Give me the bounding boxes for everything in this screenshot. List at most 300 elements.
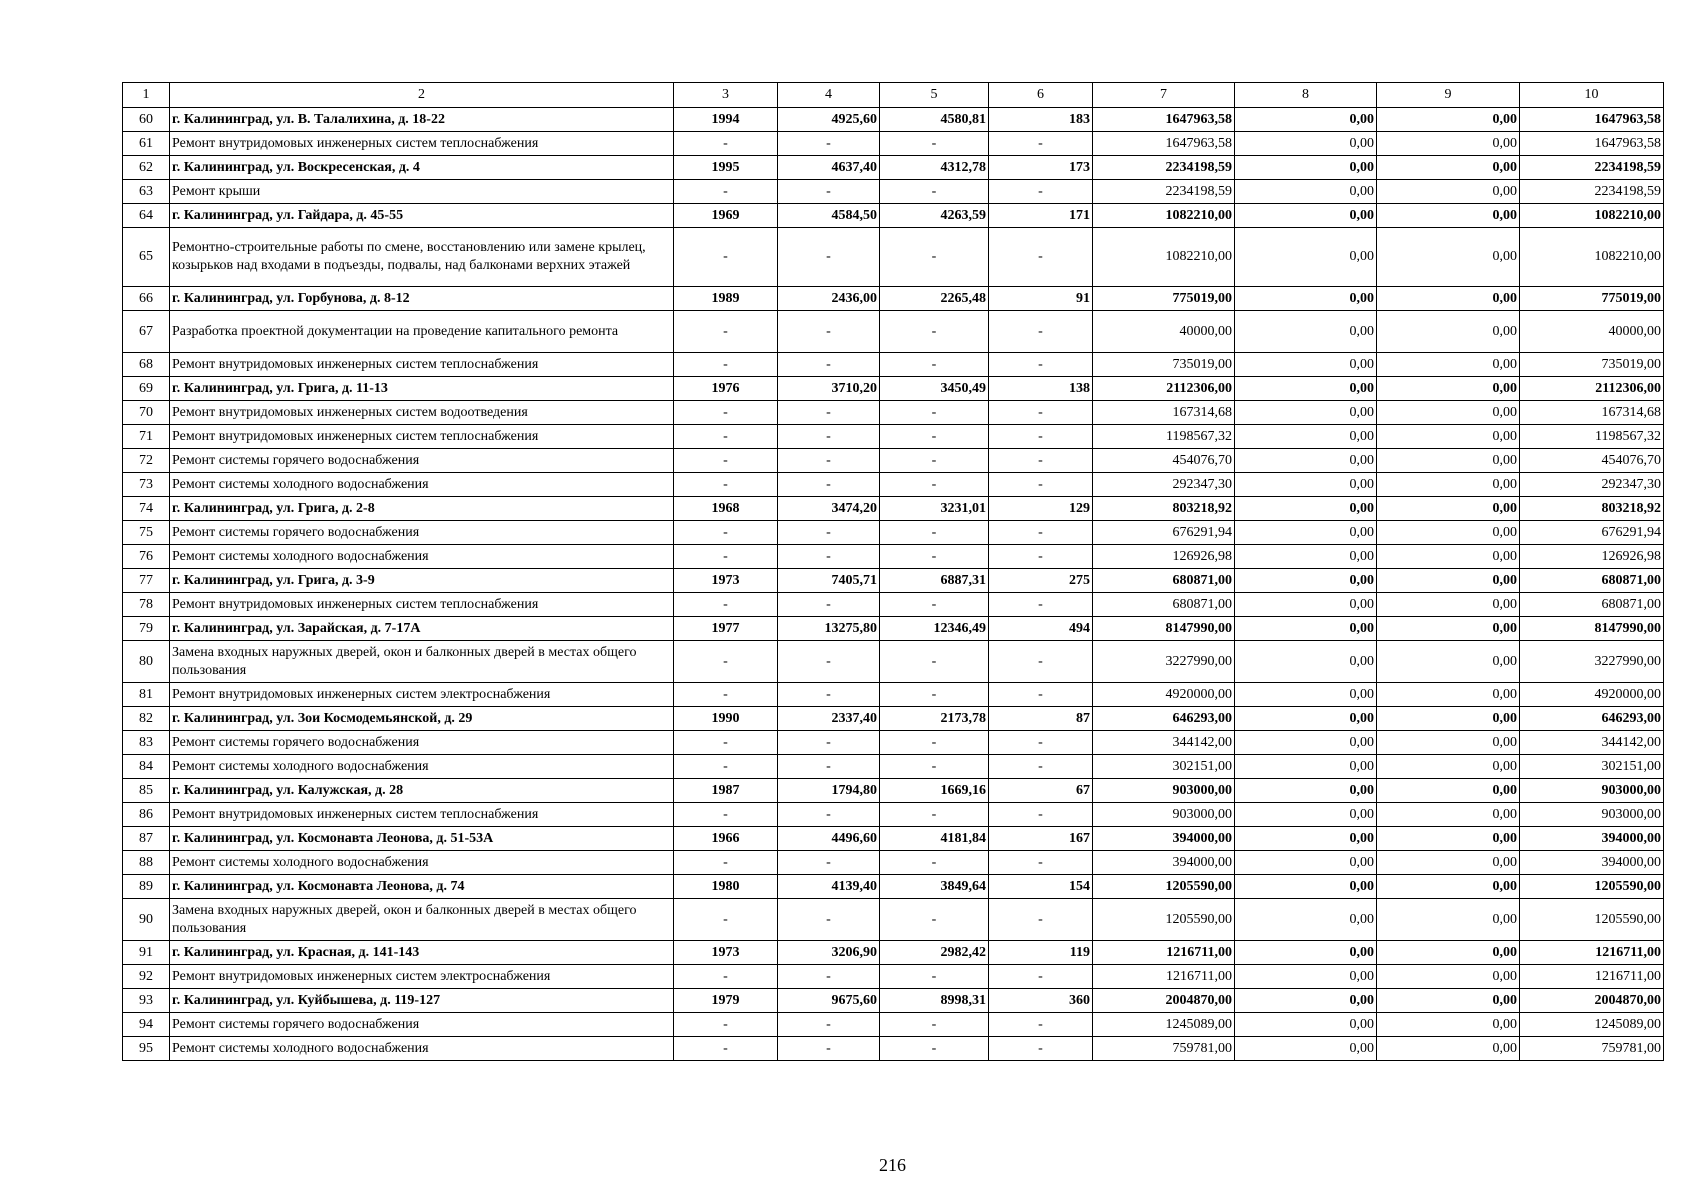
cost-fund: 0,00 bbox=[1235, 287, 1377, 311]
area-total: - bbox=[778, 228, 880, 287]
area-total: - bbox=[778, 425, 880, 449]
construction-year: - bbox=[674, 228, 778, 287]
construction-year: 1990 bbox=[674, 707, 778, 731]
work-row bbox=[123, 899, 1664, 941]
row-number: 66 bbox=[123, 287, 170, 311]
area-living: - bbox=[880, 851, 989, 875]
cost-owners: 344142,00 bbox=[1520, 731, 1664, 755]
column-header: 9 bbox=[1377, 83, 1520, 108]
work-row bbox=[123, 803, 1664, 827]
cost-owners: 1198567,32 bbox=[1520, 425, 1664, 449]
construction-year: 1973 bbox=[674, 941, 778, 965]
residents-count: - bbox=[989, 473, 1093, 497]
cost-owners: 1205590,00 bbox=[1520, 875, 1664, 899]
residents-count: 67 bbox=[989, 779, 1093, 803]
construction-year: - bbox=[674, 180, 778, 204]
cost-total: 1205590,00 bbox=[1093, 875, 1235, 899]
residents-count: - bbox=[989, 803, 1093, 827]
cost-fund: 0,00 bbox=[1235, 941, 1377, 965]
residents-count: 173 bbox=[989, 156, 1093, 180]
row-description: г. Калининград, ул. Грига, д. 2-8 bbox=[170, 497, 674, 521]
cost-owners: 8147990,00 bbox=[1520, 617, 1664, 641]
cost-budget: 0,00 bbox=[1377, 641, 1520, 683]
cost-owners: 40000,00 bbox=[1520, 311, 1664, 353]
area-living: - bbox=[880, 521, 989, 545]
residents-count: 167 bbox=[989, 827, 1093, 851]
work-row bbox=[123, 180, 1664, 204]
area-total: - bbox=[778, 401, 880, 425]
area-living: 2173,78 bbox=[880, 707, 989, 731]
row-number: 85 bbox=[123, 779, 170, 803]
row-description: г. Калининград, ул. Воскресенская, д. 4 bbox=[170, 156, 674, 180]
row-description: Ремонтно-строительные работы по смене, восстановлению или замене крылец, козырьков над входами в подъезды, подвалы, над балконами верхних этажей bbox=[170, 228, 674, 287]
row-number: 78 bbox=[123, 593, 170, 617]
cost-fund: 0,00 bbox=[1235, 617, 1377, 641]
cost-owners: 1647963,58 bbox=[1520, 132, 1664, 156]
cost-budget: 0,00 bbox=[1377, 204, 1520, 228]
area-living: 1669,16 bbox=[880, 779, 989, 803]
column-header: 2 bbox=[170, 83, 674, 108]
cost-total: 759781,00 bbox=[1093, 1037, 1235, 1061]
area-total: 9675,60 bbox=[778, 989, 880, 1013]
row-description: Ремонт внутридомовых инженерных систем теплоснабжения bbox=[170, 425, 674, 449]
cost-owners: 775019,00 bbox=[1520, 287, 1664, 311]
address-row bbox=[123, 287, 1664, 311]
cost-total: 1216711,00 bbox=[1093, 941, 1235, 965]
cost-total: 40000,00 bbox=[1093, 311, 1235, 353]
row-description: Разработка проектной документации на проведение капитального ремонта bbox=[170, 311, 674, 353]
construction-year: - bbox=[674, 803, 778, 827]
work-row bbox=[123, 545, 1664, 569]
area-total: 3206,90 bbox=[778, 941, 880, 965]
residents-count: 129 bbox=[989, 497, 1093, 521]
address-row bbox=[123, 108, 1664, 132]
cost-budget: 0,00 bbox=[1377, 287, 1520, 311]
area-total: 4139,40 bbox=[778, 875, 880, 899]
residents-count: 275 bbox=[989, 569, 1093, 593]
row-number: 61 bbox=[123, 132, 170, 156]
page-number: 216 bbox=[879, 1155, 906, 1175]
address-row bbox=[123, 707, 1664, 731]
residents-count: 154 bbox=[989, 875, 1093, 899]
area-living: - bbox=[880, 473, 989, 497]
residents-count: - bbox=[989, 641, 1093, 683]
cost-owners: 680871,00 bbox=[1520, 569, 1664, 593]
address-row bbox=[123, 204, 1664, 228]
area-total: - bbox=[778, 311, 880, 353]
address-row bbox=[123, 875, 1664, 899]
cost-budget: 0,00 bbox=[1377, 965, 1520, 989]
cost-budget: 0,00 bbox=[1377, 377, 1520, 401]
row-number: 89 bbox=[123, 875, 170, 899]
row-description: г. Калининград, ул. Калужская, д. 28 bbox=[170, 779, 674, 803]
cost-fund: 0,00 bbox=[1235, 545, 1377, 569]
construction-year: 1977 bbox=[674, 617, 778, 641]
area-total: 4496,60 bbox=[778, 827, 880, 851]
cost-total: 2004870,00 bbox=[1093, 989, 1235, 1013]
work-row bbox=[123, 965, 1664, 989]
cost-total: 8147990,00 bbox=[1093, 617, 1235, 641]
area-living: 2982,42 bbox=[880, 941, 989, 965]
row-description: Ремонт системы холодного водоснабжения bbox=[170, 1037, 674, 1061]
cost-total: 394000,00 bbox=[1093, 851, 1235, 875]
cost-total: 454076,70 bbox=[1093, 449, 1235, 473]
area-living: - bbox=[880, 132, 989, 156]
area-living: - bbox=[880, 311, 989, 353]
cost-budget: 0,00 bbox=[1377, 731, 1520, 755]
area-total: - bbox=[778, 353, 880, 377]
cost-total: 1205590,00 bbox=[1093, 899, 1235, 941]
area-living: - bbox=[880, 683, 989, 707]
area-total: - bbox=[778, 755, 880, 779]
construction-year: 1969 bbox=[674, 204, 778, 228]
cost-fund: 0,00 bbox=[1235, 683, 1377, 707]
cost-total: 1198567,32 bbox=[1093, 425, 1235, 449]
cost-fund: 0,00 bbox=[1235, 204, 1377, 228]
area-living: - bbox=[880, 545, 989, 569]
area-total: 4584,50 bbox=[778, 204, 880, 228]
address-row bbox=[123, 941, 1664, 965]
cost-fund: 0,00 bbox=[1235, 851, 1377, 875]
address-row bbox=[123, 779, 1664, 803]
area-living: 4263,59 bbox=[880, 204, 989, 228]
work-row bbox=[123, 1037, 1664, 1061]
cost-fund: 0,00 bbox=[1235, 989, 1377, 1013]
row-description: Ремонт системы холодного водоснабжения bbox=[170, 851, 674, 875]
cost-fund: 0,00 bbox=[1235, 965, 1377, 989]
area-living: - bbox=[880, 180, 989, 204]
residents-count: 360 bbox=[989, 989, 1093, 1013]
residents-count: - bbox=[989, 545, 1093, 569]
row-description: г. Калининград, ул. Красная, д. 141-143 bbox=[170, 941, 674, 965]
cost-owners: 1245089,00 bbox=[1520, 1013, 1664, 1037]
cost-total: 1216711,00 bbox=[1093, 965, 1235, 989]
cost-fund: 0,00 bbox=[1235, 755, 1377, 779]
cost-total: 344142,00 bbox=[1093, 731, 1235, 755]
area-living: 12346,49 bbox=[880, 617, 989, 641]
work-row bbox=[123, 401, 1664, 425]
row-description: Замена входных наружных дверей, окон и балконных дверей в местах общего пользования bbox=[170, 899, 674, 941]
cost-total: 1245089,00 bbox=[1093, 1013, 1235, 1037]
row-description: г. Калининград, ул. Космонавта Леонова, д. 74 bbox=[170, 875, 674, 899]
cost-fund: 0,00 bbox=[1235, 449, 1377, 473]
row-number: 69 bbox=[123, 377, 170, 401]
column-header: 4 bbox=[778, 83, 880, 108]
row-number: 83 bbox=[123, 731, 170, 755]
cost-owners: 903000,00 bbox=[1520, 779, 1664, 803]
row-number: 72 bbox=[123, 449, 170, 473]
row-description: Ремонт внутридомовых инженерных систем теплоснабжения bbox=[170, 132, 674, 156]
construction-year: 1995 bbox=[674, 156, 778, 180]
area-total: - bbox=[778, 521, 880, 545]
area-total: - bbox=[778, 1037, 880, 1061]
cost-budget: 0,00 bbox=[1377, 473, 1520, 497]
work-row bbox=[123, 683, 1664, 707]
cost-budget: 0,00 bbox=[1377, 1013, 1520, 1037]
row-description: г. Калининград, ул. Космонавта Леонова, д. 51-53А bbox=[170, 827, 674, 851]
cost-fund: 0,00 bbox=[1235, 311, 1377, 353]
column-header: 7 bbox=[1093, 83, 1235, 108]
residents-count: 171 bbox=[989, 204, 1093, 228]
area-living: 4181,84 bbox=[880, 827, 989, 851]
row-number: 80 bbox=[123, 641, 170, 683]
area-total: - bbox=[778, 899, 880, 941]
cost-fund: 0,00 bbox=[1235, 353, 1377, 377]
column-header: 5 bbox=[880, 83, 989, 108]
cost-total: 903000,00 bbox=[1093, 803, 1235, 827]
cost-budget: 0,00 bbox=[1377, 180, 1520, 204]
row-description: Ремонт крыши bbox=[170, 180, 674, 204]
row-description: Ремонт внутридомовых инженерных систем электроснабжения bbox=[170, 965, 674, 989]
address-row bbox=[123, 497, 1664, 521]
cost-owners: 126926,98 bbox=[1520, 545, 1664, 569]
cost-budget: 0,00 bbox=[1377, 545, 1520, 569]
cost-fund: 0,00 bbox=[1235, 377, 1377, 401]
area-living: - bbox=[880, 1013, 989, 1037]
construction-year: - bbox=[674, 311, 778, 353]
area-total: - bbox=[778, 641, 880, 683]
cost-total: 1647963,58 bbox=[1093, 108, 1235, 132]
row-description: Ремонт системы горячего водоснабжения bbox=[170, 1013, 674, 1037]
area-living: 6887,31 bbox=[880, 569, 989, 593]
row-description: Ремонт системы горячего водоснабжения bbox=[170, 731, 674, 755]
row-number: 90 bbox=[123, 899, 170, 941]
area-living: 4580,81 bbox=[880, 108, 989, 132]
cost-owners: 302151,00 bbox=[1520, 755, 1664, 779]
row-description: Ремонт внутридомовых инженерных систем теплоснабжения bbox=[170, 353, 674, 377]
area-living: 3849,64 bbox=[880, 875, 989, 899]
cost-owners: 1205590,00 bbox=[1520, 899, 1664, 941]
area-total: - bbox=[778, 683, 880, 707]
cost-budget: 0,00 bbox=[1377, 156, 1520, 180]
work-row bbox=[123, 755, 1664, 779]
address-row bbox=[123, 617, 1664, 641]
area-living: - bbox=[880, 353, 989, 377]
area-total: 3710,20 bbox=[778, 377, 880, 401]
work-row bbox=[123, 473, 1664, 497]
cost-total: 803218,92 bbox=[1093, 497, 1235, 521]
work-row bbox=[123, 425, 1664, 449]
row-number: 95 bbox=[123, 1037, 170, 1061]
row-description: Ремонт внутридомовых инженерных систем теплоснабжения bbox=[170, 803, 674, 827]
row-number: 74 bbox=[123, 497, 170, 521]
area-total: - bbox=[778, 803, 880, 827]
area-total: 7405,71 bbox=[778, 569, 880, 593]
cost-fund: 0,00 bbox=[1235, 401, 1377, 425]
area-total: 2436,00 bbox=[778, 287, 880, 311]
cost-budget: 0,00 bbox=[1377, 941, 1520, 965]
residents-count: - bbox=[989, 228, 1093, 287]
cost-total: 302151,00 bbox=[1093, 755, 1235, 779]
row-number: 73 bbox=[123, 473, 170, 497]
row-number: 64 bbox=[123, 204, 170, 228]
cost-total: 2112306,00 bbox=[1093, 377, 1235, 401]
cost-owners: 2234198,59 bbox=[1520, 180, 1664, 204]
cost-fund: 0,00 bbox=[1235, 731, 1377, 755]
residents-count: 119 bbox=[989, 941, 1093, 965]
area-total: - bbox=[778, 593, 880, 617]
row-description: г. Калининград, ул. Зарайская, д. 7-17А bbox=[170, 617, 674, 641]
row-number: 70 bbox=[123, 401, 170, 425]
row-number: 86 bbox=[123, 803, 170, 827]
area-living: - bbox=[880, 401, 989, 425]
row-description: г. Калининград, ул. В. Талалихина, д. 18-22 bbox=[170, 108, 674, 132]
construction-year: - bbox=[674, 899, 778, 941]
cost-fund: 0,00 bbox=[1235, 132, 1377, 156]
work-row bbox=[123, 449, 1664, 473]
cost-fund: 0,00 bbox=[1235, 521, 1377, 545]
column-header: 10 bbox=[1520, 83, 1664, 108]
area-total: 4637,40 bbox=[778, 156, 880, 180]
row-description: Ремонт внутридомовых инженерных систем водоотведения bbox=[170, 401, 674, 425]
construction-year: 1973 bbox=[674, 569, 778, 593]
work-row bbox=[123, 593, 1664, 617]
residents-count: - bbox=[989, 593, 1093, 617]
construction-year: 1979 bbox=[674, 989, 778, 1013]
area-living: - bbox=[880, 1037, 989, 1061]
address-row bbox=[123, 989, 1664, 1013]
address-row bbox=[123, 569, 1664, 593]
area-living: 3450,49 bbox=[880, 377, 989, 401]
cost-fund: 0,00 bbox=[1235, 641, 1377, 683]
cost-owners: 454076,70 bbox=[1520, 449, 1664, 473]
residents-count: - bbox=[989, 899, 1093, 941]
construction-year: 1989 bbox=[674, 287, 778, 311]
row-number: 93 bbox=[123, 989, 170, 1013]
column-header: 8 bbox=[1235, 83, 1377, 108]
cost-fund: 0,00 bbox=[1235, 899, 1377, 941]
row-number: 82 bbox=[123, 707, 170, 731]
row-description: Ремонт системы холодного водоснабжения bbox=[170, 545, 674, 569]
residents-count: - bbox=[989, 401, 1093, 425]
area-total: - bbox=[778, 965, 880, 989]
residents-count: - bbox=[989, 1037, 1093, 1061]
row-number: 91 bbox=[123, 941, 170, 965]
area-total: - bbox=[778, 180, 880, 204]
construction-year: - bbox=[674, 683, 778, 707]
header-row bbox=[123, 83, 1664, 108]
cost-fund: 0,00 bbox=[1235, 180, 1377, 204]
residents-count: 183 bbox=[989, 108, 1093, 132]
row-number: 94 bbox=[123, 1013, 170, 1037]
cost-budget: 0,00 bbox=[1377, 707, 1520, 731]
area-living: 8998,31 bbox=[880, 989, 989, 1013]
cost-fund: 0,00 bbox=[1235, 108, 1377, 132]
cost-total: 680871,00 bbox=[1093, 569, 1235, 593]
column-header: 1 bbox=[123, 83, 170, 108]
row-number: 79 bbox=[123, 617, 170, 641]
cost-fund: 0,00 bbox=[1235, 1013, 1377, 1037]
row-description: Ремонт внутридомовых инженерных систем теплоснабжения bbox=[170, 593, 674, 617]
cost-total: 3227990,00 bbox=[1093, 641, 1235, 683]
cost-fund: 0,00 bbox=[1235, 156, 1377, 180]
area-living: - bbox=[880, 228, 989, 287]
residents-count: - bbox=[989, 425, 1093, 449]
row-number: 92 bbox=[123, 965, 170, 989]
cost-fund: 0,00 bbox=[1235, 779, 1377, 803]
row-number: 62 bbox=[123, 156, 170, 180]
area-living: - bbox=[880, 425, 989, 449]
cost-fund: 0,00 bbox=[1235, 803, 1377, 827]
cost-fund: 0,00 bbox=[1235, 827, 1377, 851]
area-total: 2337,40 bbox=[778, 707, 880, 731]
area-total: - bbox=[778, 1013, 880, 1037]
cost-owners: 292347,30 bbox=[1520, 473, 1664, 497]
cost-budget: 0,00 bbox=[1377, 683, 1520, 707]
cost-total: 903000,00 bbox=[1093, 779, 1235, 803]
residents-count: 138 bbox=[989, 377, 1093, 401]
capital-repair-table bbox=[122, 82, 1664, 1061]
construction-year: - bbox=[674, 132, 778, 156]
cost-budget: 0,00 bbox=[1377, 228, 1520, 287]
cost-fund: 0,00 bbox=[1235, 1037, 1377, 1061]
cost-budget: 0,00 bbox=[1377, 851, 1520, 875]
construction-year: - bbox=[674, 755, 778, 779]
residents-count: - bbox=[989, 965, 1093, 989]
area-total: - bbox=[778, 545, 880, 569]
cost-owners: 680871,00 bbox=[1520, 593, 1664, 617]
column-header: 6 bbox=[989, 83, 1093, 108]
row-description: г. Калининград, ул. Зои Космодемьянской, д. 29 bbox=[170, 707, 674, 731]
work-row bbox=[123, 132, 1664, 156]
row-number: 84 bbox=[123, 755, 170, 779]
construction-year: - bbox=[674, 473, 778, 497]
construction-year: - bbox=[674, 521, 778, 545]
cost-total: 676291,94 bbox=[1093, 521, 1235, 545]
residents-count: - bbox=[989, 353, 1093, 377]
cost-owners: 735019,00 bbox=[1520, 353, 1664, 377]
row-number: 60 bbox=[123, 108, 170, 132]
cost-owners: 803218,92 bbox=[1520, 497, 1664, 521]
construction-year: - bbox=[674, 1013, 778, 1037]
cost-total: 292347,30 bbox=[1093, 473, 1235, 497]
row-description: г. Калининград, ул. Горбунова, д. 8-12 bbox=[170, 287, 674, 311]
area-living: 2265,48 bbox=[880, 287, 989, 311]
address-row bbox=[123, 156, 1664, 180]
cost-owners: 4920000,00 bbox=[1520, 683, 1664, 707]
cost-fund: 0,00 bbox=[1235, 707, 1377, 731]
cost-total: 735019,00 bbox=[1093, 353, 1235, 377]
row-description: Ремонт системы горячего водоснабжения bbox=[170, 449, 674, 473]
area-total: - bbox=[778, 449, 880, 473]
construction-year: 1968 bbox=[674, 497, 778, 521]
cost-total: 1082210,00 bbox=[1093, 204, 1235, 228]
row-number: 87 bbox=[123, 827, 170, 851]
construction-year: 1994 bbox=[674, 108, 778, 132]
cost-owners: 394000,00 bbox=[1520, 851, 1664, 875]
cost-budget: 0,00 bbox=[1377, 497, 1520, 521]
area-total: 1794,80 bbox=[778, 779, 880, 803]
cost-total: 680871,00 bbox=[1093, 593, 1235, 617]
area-total: - bbox=[778, 132, 880, 156]
cost-fund: 0,00 bbox=[1235, 875, 1377, 899]
cost-budget: 0,00 bbox=[1377, 827, 1520, 851]
work-row bbox=[123, 641, 1664, 683]
row-number: 71 bbox=[123, 425, 170, 449]
cost-budget: 0,00 bbox=[1377, 803, 1520, 827]
row-description: г. Калининград, ул. Грига, д. 11-13 bbox=[170, 377, 674, 401]
cost-budget: 0,00 bbox=[1377, 449, 1520, 473]
cost-budget: 0,00 bbox=[1377, 311, 1520, 353]
cost-fund: 0,00 bbox=[1235, 569, 1377, 593]
cost-budget: 0,00 bbox=[1377, 401, 1520, 425]
row-number: 81 bbox=[123, 683, 170, 707]
cost-budget: 0,00 bbox=[1377, 899, 1520, 941]
row-description: Ремонт системы холодного водоснабжения bbox=[170, 473, 674, 497]
cost-total: 646293,00 bbox=[1093, 707, 1235, 731]
cost-fund: 0,00 bbox=[1235, 497, 1377, 521]
cost-owners: 1216711,00 bbox=[1520, 965, 1664, 989]
